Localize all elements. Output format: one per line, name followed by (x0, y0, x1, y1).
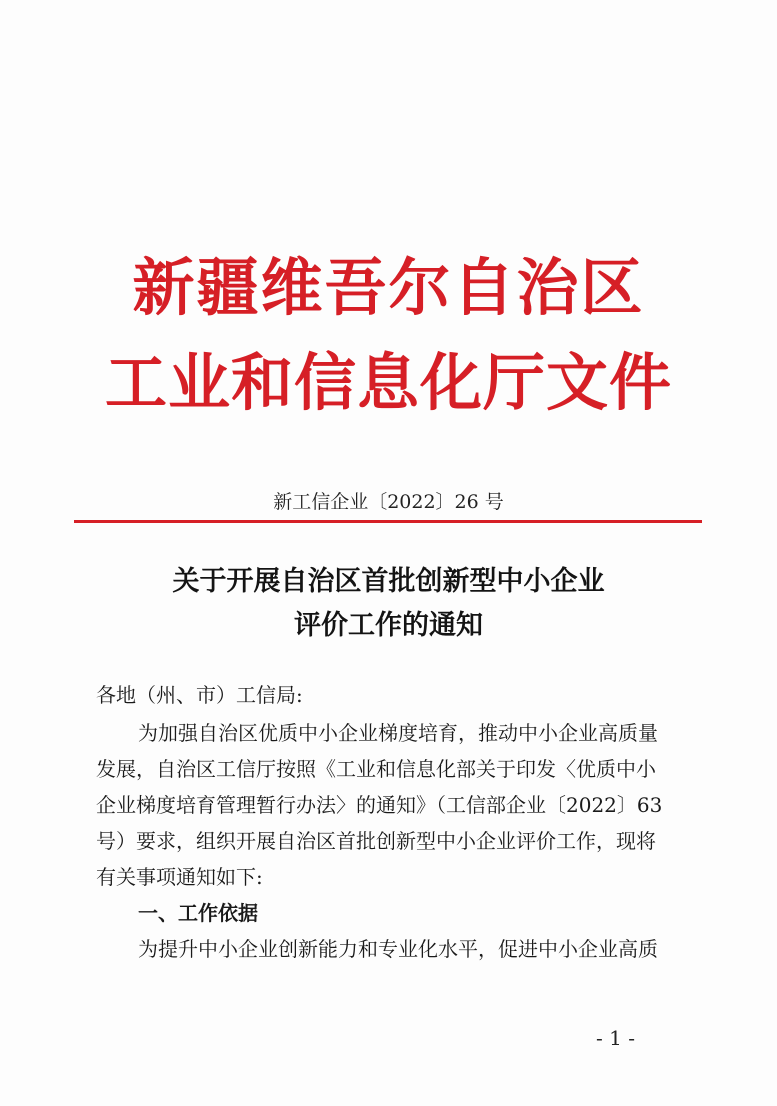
body-line-5: 有关事项通知如下: (96, 865, 263, 889)
body-line-4: 号）要求，组织开展自治区首批创新型中小企业评价工作，现将 (96, 829, 656, 853)
body-line-3: 企业梯度培育管理暂行办法〉的通知》（工信部企业〔2022〕63 (96, 793, 663, 817)
salutation: 各地（州、市）工信局: (96, 683, 303, 707)
page-number: - 1 - (596, 1026, 635, 1050)
masthead-line-2: 工业和信息化厅文件 (104, 346, 672, 419)
section-heading-1: 一、工作依据 (138, 901, 258, 925)
document-number: 新工信企业〔2022〕26 号 (273, 491, 504, 513)
document-title-line-2: 评价工作的通知 (294, 610, 483, 641)
section-1-line-1: 为提升中小企业创新能力和专业化水平，促进中小企业高质 (138, 937, 658, 961)
red-divider-line (74, 520, 702, 523)
document-title-line-1: 关于开展自治区首批创新型中小企业 (172, 566, 605, 597)
body-line-2: 发展，自治区工信厅按照《工业和信息化部关于印发〈优质中小 (96, 757, 656, 781)
body-line-1: 为加强自治区优质中小企业梯度培育，推动中小企业高质量 (138, 721, 658, 745)
masthead-line-1: 新疆维吾尔自治区 (132, 251, 645, 324)
